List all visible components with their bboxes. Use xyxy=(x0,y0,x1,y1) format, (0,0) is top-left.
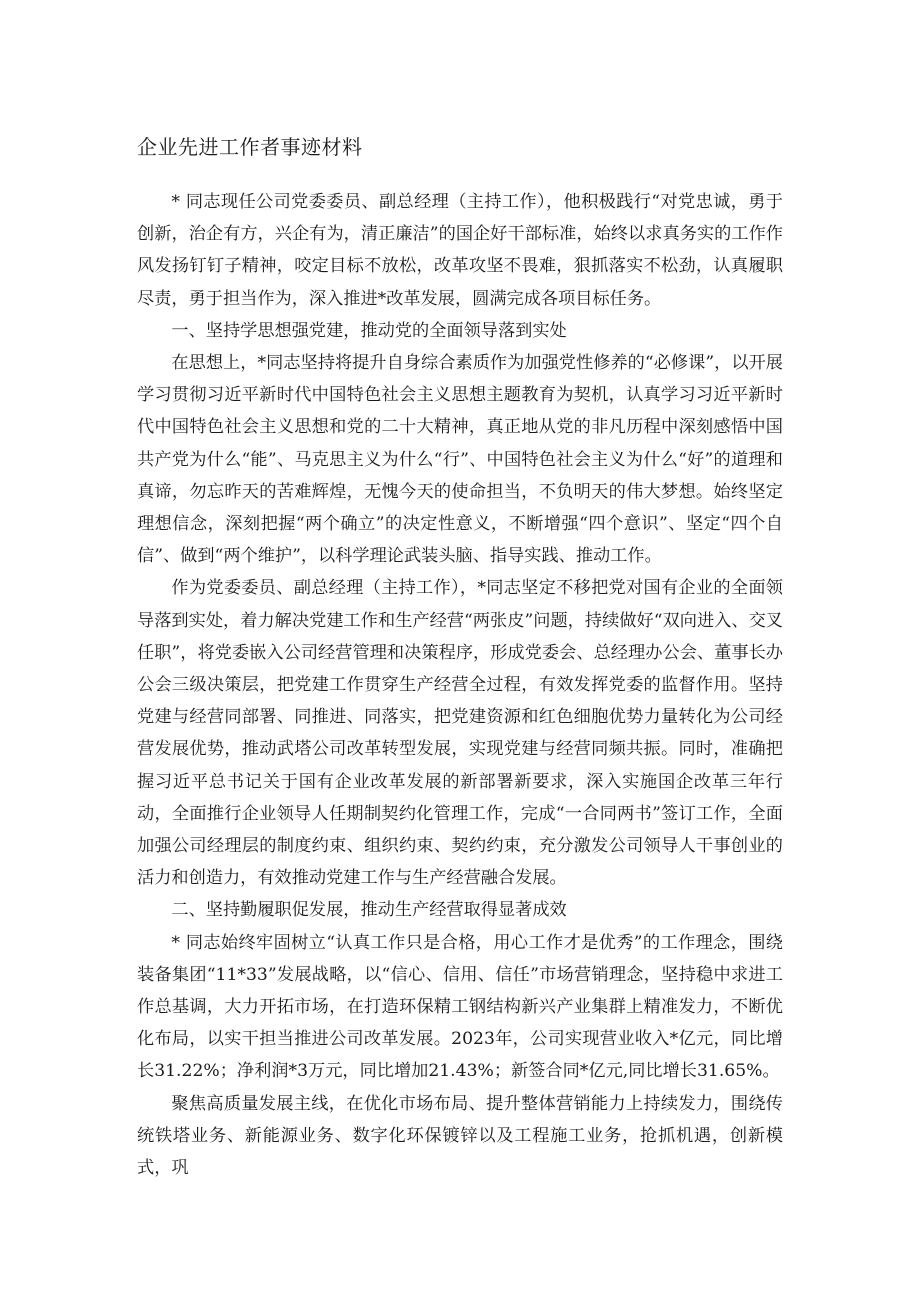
body-paragraph: * 同志始终牢固树立“认真工作只是合格，用心工作才是优秀”的工作理念，围绕装备集团“11*33”发展战略，以“信心、信用、信任”市场营销理念，坚持稳中求进工作总基调，大力开拓市场，在打造环保精工钢结构新兴产业集群上精准发力，不断优化布局，以实干担当推进公司改革发展。2023年，公司实现营业收入*亿元，同比增长31.22%；净利润*3万元，同比增加21.43%；新签合同*亿元,同比增长31.65%。 xyxy=(137,932,783,1082)
body-paragraph: 聚焦高质量发展主线，在优化市场布局、提升整体营销能力上持续发力，围绕传统铁塔业务、新能源业务、数字化环保镀锌以及工程施工业务，抢抓机遇，创新模式，巩 xyxy=(137,1093,783,1179)
body-paragraph: 作为党委委员、副总经理（主持工作），*同志坚定不移把党对国有企业的全面领导落到实处，着力解决党建工作和生产经营“两张皮”问题，持续做好“双向进入、交叉任职”，将党委嵌入公司经营管理和决策程序，形成党委会、总经理办公会、董事长办公会三级决策层，把党建工作贯穿生产经营全过程，有效发挥党委的监督作用。坚持党建与经营同部署、同推进、同落实，把党建资源和红色细胞优势力量转化为公司经营发展优势，推动武塔公司改革转型发展，实现党建与经营同频共振。同时，准确把握习近平总书记关于国有企业改革发展的新部署新要求，深入实施国企改革三年行动，全面推行企业领导人任期制契约化管理工作，完成“一合同两书”签订工作，全面加强公司经理层的制度约束、组织约束、契约约束，充分激发公司领导人干事创业的活力和创造力，有效推动党建工作与生产经营融合发展。 xyxy=(137,578,783,889)
intro-paragraph: * 同志现任公司党委委员、副总经理（主持工作），他积极践行“对党忠诚，勇于创新，治企有方，兴企有为，清正廉洁”的国企好干部标准，始终以求真务实的工作作风发扬钉钉子精神，咬定目标不放松，改革攻坚不畏难，狠抓落实不松劲，认真履职尽责，勇于担当作为，深入推进*改革发展，圆满完成各项目标任务。 xyxy=(137,192,783,309)
section-heading-2: 二、坚持勤履职促发展，推动生产经营取得显著成效 xyxy=(171,900,567,921)
section-heading-1: 一、坚持学思想强党建，推动党的全面领导落到实处 xyxy=(171,320,567,341)
document-body xyxy=(137,186,783,1184)
body-paragraph: 在思想上，*同志坚持将提升自身综合素质作为加强党性修养的“必修课”，以开展学习贯彻习近平新时代中国特色社会主义思想主题教育为契机，认真学习习近平新时代中国特色社会主义思想和党的二十大精神，真正地从党的非凡历程中深刻感悟中国共产党为什么“能”、马克思主义为什么“行”、中国特色社会主义为什么“好”的道理和真谛，勿忘昨天的苦难辉煌，无愧今天的使命担当，不负明天的伟大梦想。始终坚定理想信念，深刻把握“两个确立”的决定性意义，不断增强“四个意识”、坚定“四个自信”、做到“两个维护”，以科学理论武装头脑、指导实践、推动工作。 xyxy=(137,353,783,567)
document-title: 企业先进工作者事迹材料 xyxy=(137,135,363,159)
